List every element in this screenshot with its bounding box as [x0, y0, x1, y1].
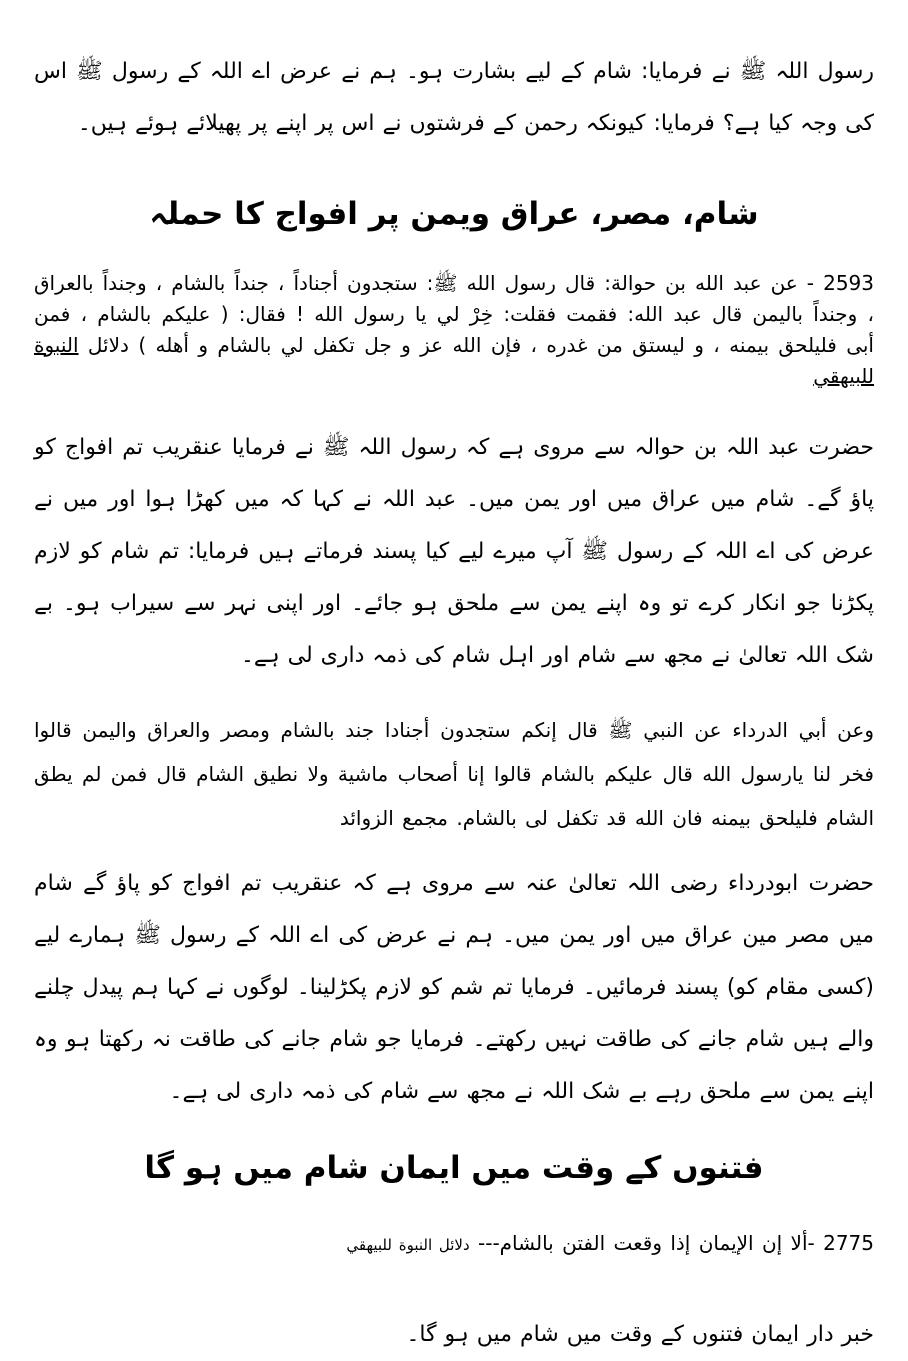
hadith-2593-source-prefix: دلائل: [78, 333, 129, 357]
hadith-2775-text: 2775 -ألا إن الإيمان إذا وقعت الفتن بالشام---: [469, 1231, 874, 1255]
hadith-2593-urdu-translation: حضرت عبد اللہ بن حوالہ سے مروی ہے کہ رسول اللہ ﷺ نے فرمایا عنقریب تم افواج کو پاؤ گے۔ شام میں عراق میں اور یمن میں۔ عبد اللہ نے کہا کہ میں کھڑا ہوا اور میں نے عرض کی اے اللہ کے رسول ﷺ آپ میرے لیے کیا پسند فرماتے ہیں فرمایا: تم شام کو لازم پکڑنا جو انکار کرے تو وہ اپنے یمن سے ملحق ہو جائے۔ اور اپنی نہر سے سیراب ہو۔ بے شک اللہ تعالیٰ نے مجھ سے شام اور اہل شام کی ذمہ داری لی ہے۔: [34, 435, 874, 668]
hadith-2775-urdu-translation: خبر دار ایمان فتنوں کے وقت میں شام میں ہو گا۔: [406, 1322, 874, 1347]
intro-urdu-paragraph: رسول اللہ ﷺ نے فرمایا: شام کے لیے بشارت ہو۔ ہم نے عرض اے اللہ کے رسول ﷺ اس کی وجہ کیا ہے؟ فرمایا: کیونکہ رحمن کے فرشتوں نے اس پر اپنے پر پھیلائے ہوئے ہیں۔: [34, 59, 874, 136]
section-heading-iman-in-shaam: فتنوں کے وقت میں ایمان شام میں ہو گا: [144, 1150, 764, 1186]
hadith-abudarda-arabic: وعن أبي الدرداء عن النبي ﷺ قال إنكم ستجدون أجنادا جند بالشام ومصر والعراق واليمن قالوا فخر لنا يارسول الله قال عليكم بالشام قالوا إنا أصحاب ماشية ولا نطيق الشام قال فمن لم يطق الشام فليلحق بيمنه فان الله قد تكفل لى بالشام. مجمع الزوائد: [34, 718, 874, 830]
hadith-abudarda-urdu-translation: حضرت ابودرداء رضی اللہ تعالیٰ عنہ سے مروی ہے کہ عنقریب تم افواج کو پاؤ گے شام میں مصر مین عراق میں اور یمن میں۔ ہم نے عرض کی اے اللہ کے رسول ﷺ ہمارے لیے (کسی مقام کو) پسند فرمائیں۔ فرمایا تم شم کو لازم پکڑلینا۔ لوگوں نے کہا ہم پیدل چلنے والے ہیں شام جانے کی طاقت نہیں رکھتے۔ فرمایا جو شام جانے کی طاقت نہ رکھتا ہو وہ اپنے یمن سے ملحق رہے بے شک اللہ نے مجھ سے شام کی ذمہ داری لی ہے۔: [34, 871, 874, 1104]
hadith-2593-text: 2593 - عن عبد الله بن حوالة: قال رسول الله ﷺ: ستجدون أجناداً ، جنداً بالشام ، وجنداً بالعراق ، وجنداً باليمن قال عبد الله: فقمت فقلت: خِرْ لي يا رسول الله ! فقال: ( عليكم بالشام ، فمن أبى فليلحق بيمنه ، و ليستق من غدره ، فإن الله عز و جل تكفل لي بالشام و أهله ): [34, 271, 874, 357]
section-heading-attack-of-armies: شام، مصر، عراق ویمن پر افواج کا حملہ: [149, 196, 759, 232]
hadith-2775-source: دلائل النبوة للبيهقي: [346, 1236, 470, 1254]
hadith-2593-source: النبوة للبيهقي: [34, 333, 874, 388]
hadith-2593-arabic: [34, 268, 874, 392]
